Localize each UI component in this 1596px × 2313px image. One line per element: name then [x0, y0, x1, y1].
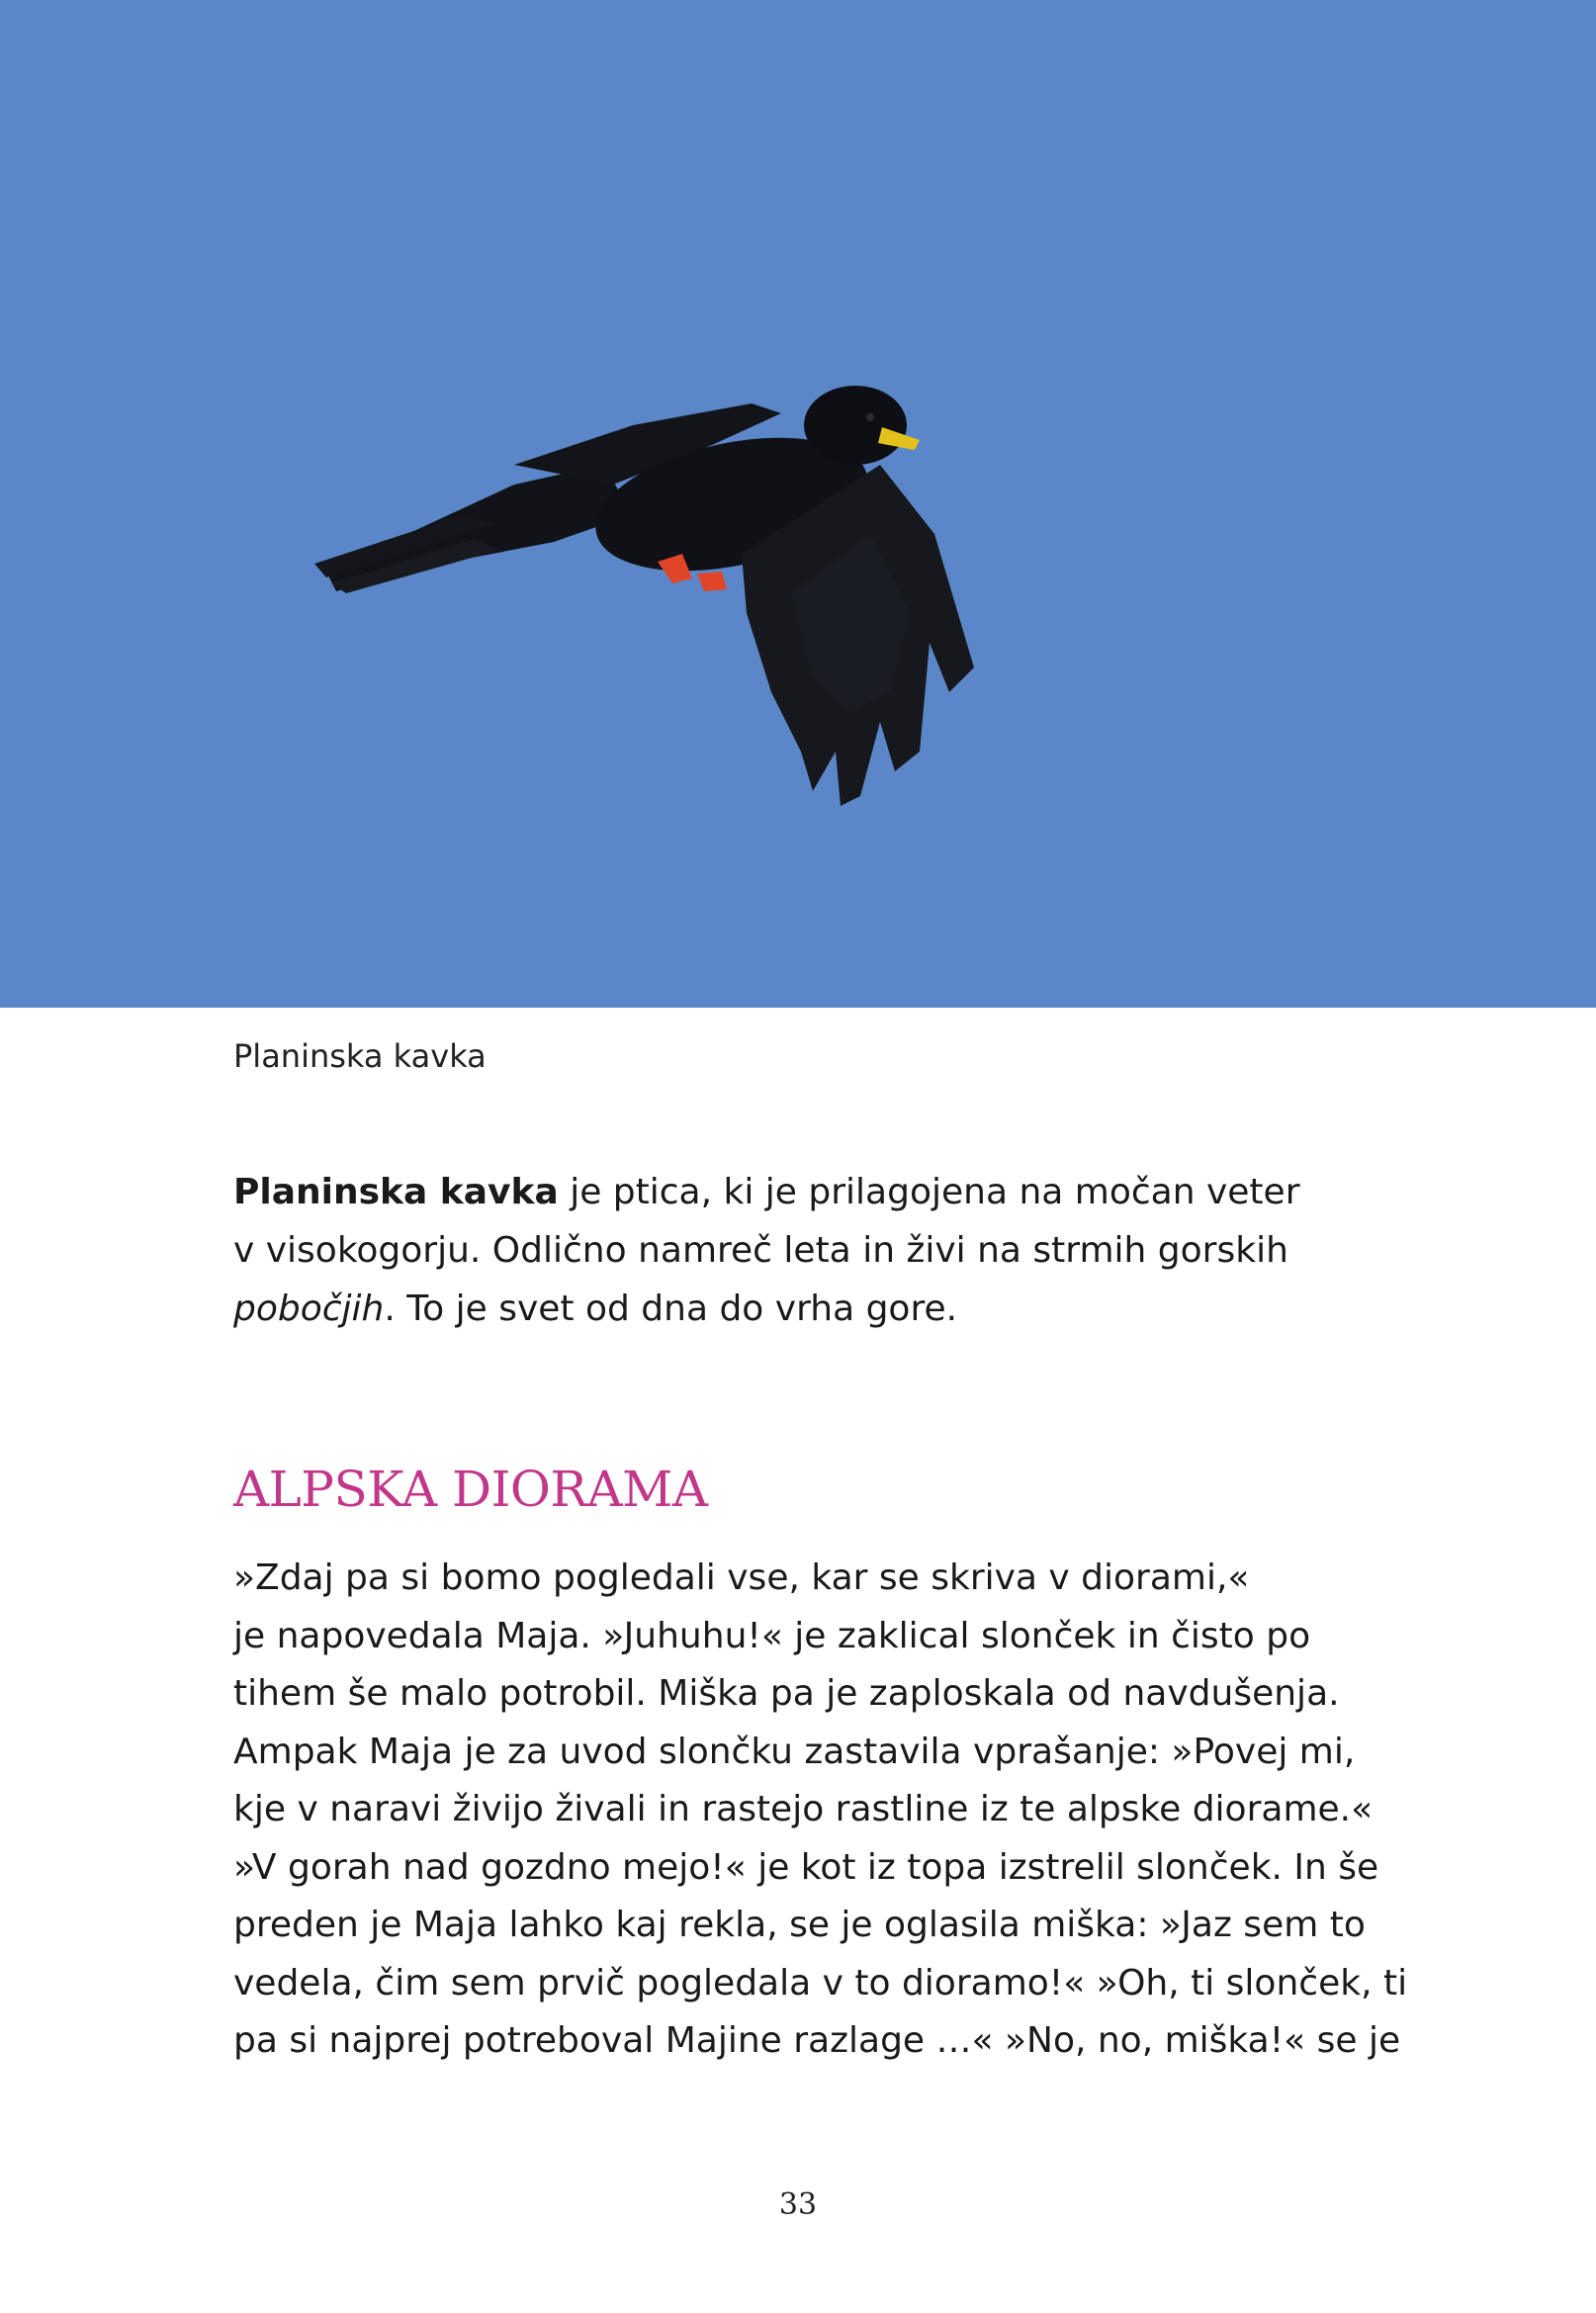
story-paragraph: [233, 1550, 1408, 2071]
bird-photo: [0, 0, 1596, 1008]
story-line: pa si najprej potreboval Majine razlage …« »No, no, miška!« se je: [233, 2020, 1401, 2061]
story-line: tihem še malo potrobil. Miška pa je zaploskala od navdušenja.: [233, 1673, 1340, 1714]
alpine-chough-illustration: [0, 0, 1596, 1008]
story-line: je napovedala Maja. »Juhuhu!« je zaklical slonček in čisto po: [233, 1615, 1311, 1656]
story-line: kje v naravi živijo živali in rastejo rastline iz te alpske diorame.«: [233, 1789, 1374, 1829]
italic-term: pobočjih: [233, 1289, 385, 1329]
intro-line: [233, 1163, 1380, 1221]
story-line: »V gorah nad gozdno mejo!« je kot iz topa izstrelil slonček. In še: [233, 1846, 1379, 1888]
story-line: vedela, čim sem prvič pogledala v to dioramo!« »Oh, ti slonček, ti: [233, 1962, 1408, 2003]
intro-text: . To je svet od dna do vrha gore.: [384, 1289, 958, 1329]
intro-line: v visokogorju. Odlično namreč leta in živi na strmih gorskih: [233, 1230, 1288, 1271]
story-line: preden je Maja lahko kaj rekla, se je oglasila miška: »Jaz sem to: [233, 1905, 1366, 1945]
story-line: Ampak Maja je za uvod slončku zastavila vprašanje: »Povej mi,: [233, 1731, 1356, 1772]
intro-paragraph: [233, 1163, 1380, 1338]
bird-name-bold: Planinska kavka: [233, 1172, 559, 1212]
intro-text: je ptica, ki je prilagojena na močan veter: [558, 1172, 1300, 1212]
intro-line: [233, 1280, 1380, 1338]
photo-caption: Planinska kavka: [233, 1037, 487, 1075]
bird-head: [804, 386, 907, 465]
section-heading: ALPSKA DIORAMA: [233, 1461, 708, 1518]
story-line: »Zdaj pa si bomo pogledali vse, kar se skriva v diorami,«: [233, 1557, 1250, 1598]
page-number: 33: [778, 2187, 818, 2222]
